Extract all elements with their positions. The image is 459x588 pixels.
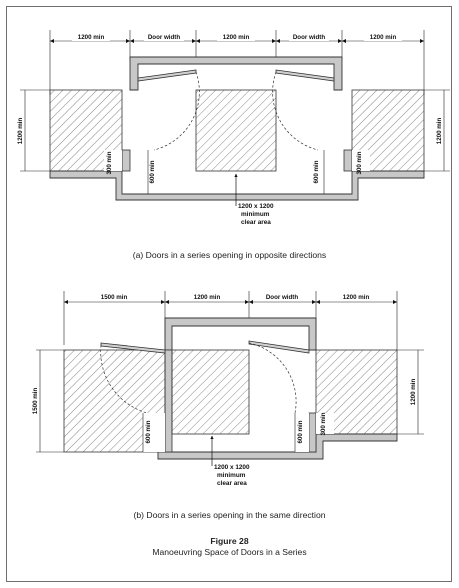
diagram-b-door-right (249, 341, 309, 353)
diagram-a-dim-5: 1200 min (369, 34, 397, 41)
diagram-a-nib-left (122, 150, 130, 171)
diagram-a-dim-4: Door width (292, 34, 326, 41)
diagram-b-dim-1: 1500 min (100, 294, 128, 301)
diagram-a-dim-300-right: 300 min (356, 151, 363, 175)
diagram-b-swing-right (249, 343, 296, 413)
diagram-a-dim-left: 1200 min (17, 117, 24, 145)
diagram-a-clear-area-2: minimum (241, 211, 270, 218)
diagram-b-dim-600-left: 600 min (145, 420, 152, 444)
diagram-b-dim-left: 1500 min (32, 387, 39, 415)
diagram-b-dim-3: Door width (265, 294, 299, 301)
diagram-a-hatch-centre (196, 90, 276, 171)
diagram-b-mid-wall (165, 350, 172, 452)
diagram-a-swing-right (273, 72, 318, 150)
diagram-b-clear-area-2: minimum (217, 472, 246, 479)
figure-number: Figure 28 (210, 536, 249, 546)
diagram-a-nib-right (344, 150, 352, 171)
diagram-b (32, 291, 424, 487)
diagram-b-dim-300: 300 min (320, 412, 327, 436)
diagram-a-top-wall (130, 57, 342, 90)
diagram-a-clear-area-3: clear area (241, 219, 271, 226)
diagram-a-dim-2: Door width (147, 34, 181, 41)
diagram-a-door-left (138, 70, 196, 81)
diagram-a-caption: (a) Doors in a series opening in opposite directions (132, 250, 327, 260)
diagram-a (17, 30, 450, 226)
diagram-b-nib-right (309, 413, 316, 452)
figure-title: Manoeuvring Space of Doors in a Series (152, 547, 307, 557)
diagram-a-dim-right: 1200 min (436, 117, 443, 145)
diagram-b-clear-area-1: 1200 x 1200 (214, 464, 250, 471)
diagram-b-clear-area-3: clear area (217, 480, 247, 487)
diagram-b-dim-2: 1200 min (193, 294, 221, 301)
diagram-a-dim-3: 1200 min (222, 34, 250, 41)
diagram-a-swing-left (154, 72, 199, 150)
diagram-a-dim-300-left: 300 min (106, 151, 113, 175)
diagram-b-dim-4: 1200 min (342, 294, 370, 301)
diagram-a-dim-1: 1200 min (77, 34, 105, 41)
diagram-a-dim-600-right: 600 min (313, 160, 320, 184)
diagram-b-dim-right: 1200 min (410, 378, 417, 406)
diagram-b-caption: (b) Doors in a series opening in the same direction (133, 510, 326, 520)
diagram-a-clear-area-1: 1200 x 1200 (238, 203, 274, 210)
diagram-b-dim-600-right: 600 min (297, 420, 304, 444)
diagram-a-door-right (276, 70, 334, 81)
diagram-b-hatch-centre (172, 350, 249, 434)
diagram-b-top-wall (165, 318, 316, 350)
diagram-a-dim-600-left: 600 min (149, 160, 156, 184)
